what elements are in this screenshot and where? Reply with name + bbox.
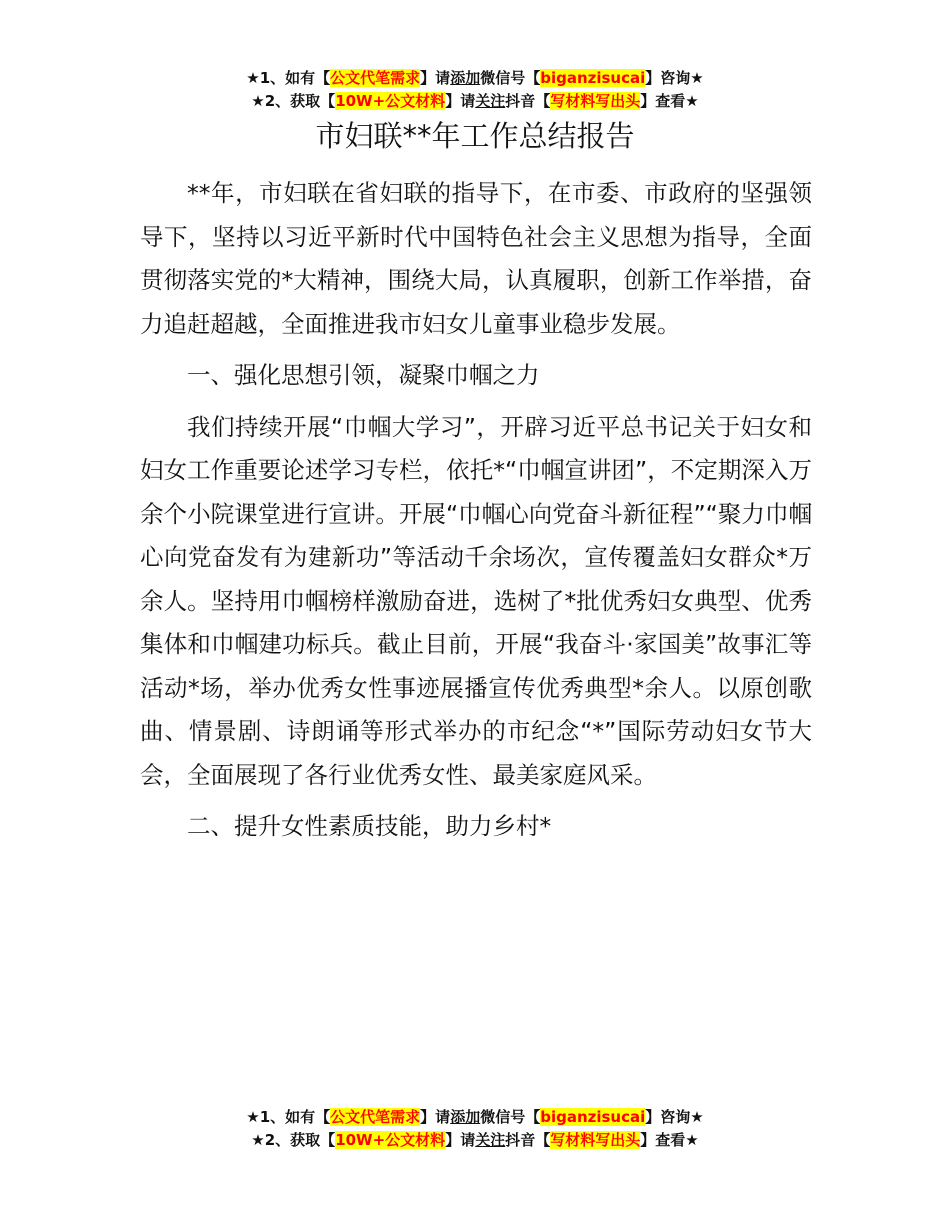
footer-banner	[0, 1106, 950, 1152]
banner-highlight-materials: 10W+公文材料	[335, 1131, 446, 1149]
banner-text: ★2、获取【	[251, 1131, 336, 1149]
banner-text: 】请	[420, 1108, 451, 1126]
section-1-heading: 一、强化思想引领，凝聚巾帼之力	[187, 361, 540, 389]
banner-highlight-wechat: biganzisucai	[540, 69, 646, 87]
banner-text: 抖音【	[505, 1131, 551, 1149]
document-title: 市妇联**年工作总结报告	[315, 119, 635, 153]
banner-line-1	[0, 1106, 950, 1129]
banner-line-2	[0, 1129, 950, 1152]
banner-text: 】咨询★	[645, 69, 704, 87]
banner-highlight-wechat: biganzisucai	[540, 1108, 646, 1126]
banner-text: 微信号【	[480, 1108, 541, 1126]
header-banner	[0, 67, 950, 113]
banner-highlight-douyin: 写材料写出头	[550, 92, 641, 110]
banner-emphasis: 添加	[450, 1108, 481, 1126]
banner-line-1	[0, 67, 950, 90]
banner-line-2	[0, 90, 950, 113]
banner-text: 】请	[445, 92, 476, 110]
banner-text: 抖音【	[505, 92, 551, 110]
banner-text: ★2、获取【	[251, 92, 336, 110]
banner-text: 】请	[420, 69, 451, 87]
banner-text: 】咨询★	[645, 1108, 704, 1126]
banner-text: ★1、如有【	[246, 69, 331, 87]
banner-text: 微信号【	[480, 69, 541, 87]
section-2-heading: 二、提升女性素质技能，助力乡村*	[187, 812, 552, 840]
banner-text: 】查看★	[640, 92, 699, 110]
banner-text: ★1、如有【	[246, 1108, 331, 1126]
banner-text: 】请	[445, 1131, 476, 1149]
banner-highlight-materials: 10W+公文材料	[335, 92, 446, 110]
intro-paragraph: **年，市妇联在省妇联的指导下，在市委、市政府的坚强领导下，坚持以习近平新时代中国特色社会主义思想为指导，全面贯彻落实党的*大精神，围绕大局，认真履职，创新工作举措，奋力追赶超越，全面推进我市妇女儿童事业稳步发展。	[140, 179, 812, 338]
section-1-paragraph: 我们持续开展“巾帼大学习”，开辟习近平总书记关于妇女和妇女工作重要论述学习专栏，依托*“巾帼宣讲团”，不定期深入万余个小院课堂进行宣讲。开展“巾帼心向党奋斗新征程”“聚力巾帼心向党奋发有为建新功”等活动千余场次，宣传覆盖妇女群众*万余人。坚持用巾帼榜样激励奋进，选树了*批优秀妇女典型、优秀集体和巾帼建功标兵。截止目前，开展“我奋斗·家国美”故事汇等活动*场，举办优秀女性事迹展播宣传优秀典型*余人。以原创歌曲、情景剧、诗朗诵等形式举办的市纪念“*”国际劳动妇女节大会，全面展现了各行业优秀女性、最美家庭风采。	[140, 412, 812, 789]
banner-highlight-service: 公文代笔需求	[330, 69, 421, 87]
banner-text: 】查看★	[640, 1131, 699, 1149]
banner-emphasis: 关注	[475, 92, 506, 110]
banner-highlight-douyin: 写材料写出头	[550, 1131, 641, 1149]
banner-emphasis: 添加	[450, 69, 481, 87]
banner-emphasis: 关注	[475, 1131, 506, 1149]
banner-highlight-service: 公文代笔需求	[330, 1108, 421, 1126]
document-body	[140, 172, 812, 857]
